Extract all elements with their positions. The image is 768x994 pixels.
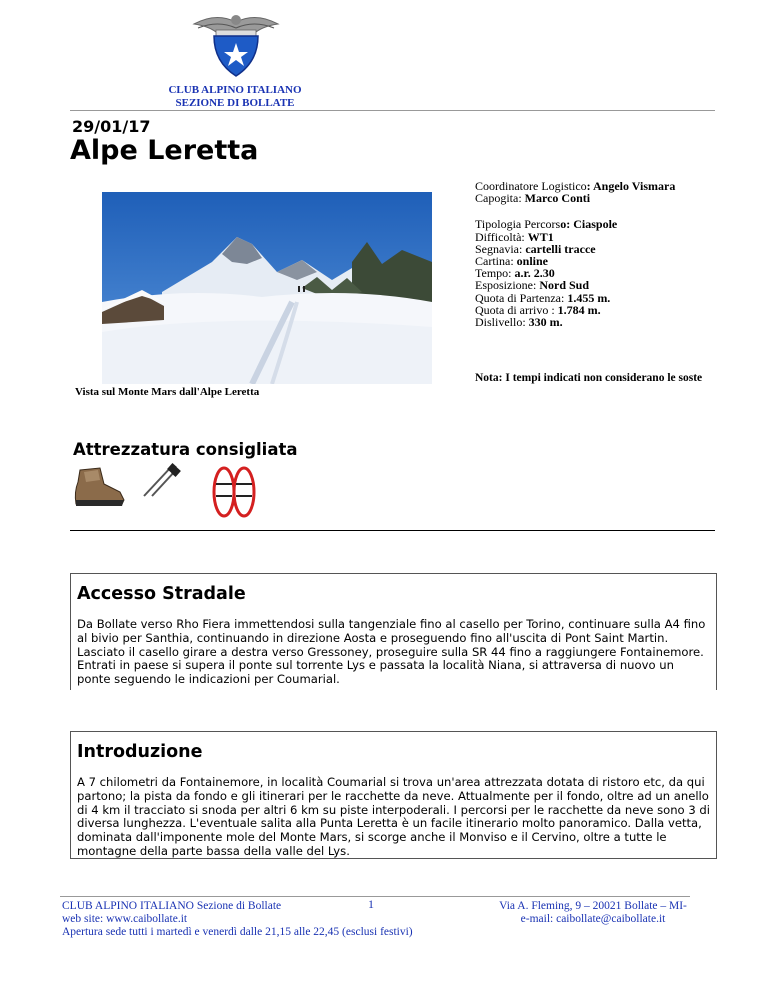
- snowshoes-icon: [214, 468, 254, 516]
- trip-info: [475, 180, 715, 328]
- segnavia-label: Segnavia:: [475, 241, 526, 256]
- footer-right: [493, 900, 693, 926]
- footer-address: Via A. Fleming, 9 – 20021 Bollate – MI-: [499, 900, 687, 912]
- equipment-divider: [70, 530, 715, 531]
- time-note: Nota: I tempi indicati non considerano le soste: [475, 372, 703, 384]
- cai-logo: [186, 10, 286, 82]
- introduction-text: A 7 chilometri da Fontainemore, in località Coumarial si trova un'area attrezzata dotata di ristoro etc, da qui partono; la pista da fondo e gli itinerari per le racchette da neve. Attualmente per il fondo, oltre ad un anello di 4 km il tracciato si snoda per altri 6 km su piste interpoderali. I percorsi per le racchette da neve sono 3 di diversa lunghezza. L'eventuale salita alla Punta Leretta è un facile itinerario molto panoramico. Dalla vetta, dominata dall'imponente mole del Monte Mars, si scorge anche il Monviso e il Cervino, oltre a tutte le montagne della parte bassa della valle del Lys.: [77, 775, 710, 858]
- segnavia-value: cartelli tracce: [525, 241, 596, 256]
- coordinatore-label: Coordinatore Logistico: [475, 179, 587, 193]
- cartina-value: online: [516, 254, 548, 269]
- road-access-text: Da Bollate verso Rho Fiera immettendosi sulla tangenziale fino al casello per Torino, continuare sulla A4 fino al bivio per Santhia, continuando in direzione Aosta e proseguendo fino all'uscita di Pont Saint Martin. Lasciato il casello girare a destra verso Gressoney, proseguire sulla SR 44 fino a raggiungere Fontainemore. Entrati in paese si supera il ponte sul torrente Lys e passata la località Niana, si attraversa di nuovo un ponte seguendo le indicazioni per Coumarial.: [77, 617, 706, 687]
- quota-arrivo-value: 1.784 m.: [557, 302, 601, 317]
- capogita-label: Capogita:: [475, 191, 525, 206]
- quota-arrivo-label: Quota di arrivo :: [475, 302, 558, 317]
- difficolta-label: Difficoltà:: [475, 229, 528, 244]
- quota-partenza-value: 1.455 m.: [567, 290, 611, 305]
- equipment-icons: [72, 462, 262, 520]
- dislivello-row: [475, 316, 715, 328]
- footer-website[interactable]: web site: www.caibollate.it: [62, 913, 188, 925]
- page-title: Alpe Leretta: [70, 135, 259, 166]
- trekking-poles-icon: [144, 463, 181, 496]
- footer-org: CLUB ALPINO ITALIANO Sezione di Bollate: [62, 900, 282, 912]
- coordinatore-value: : Angelo Vismara: [586, 179, 676, 193]
- org-line-1: CLUB ALPINO ITALIANO: [168, 84, 302, 96]
- header-divider: [70, 110, 715, 111]
- capogita-value: Marco Conti: [524, 191, 591, 206]
- photo-caption: Vista sul Monte Mars dall'Alpe Leretta: [75, 386, 260, 398]
- page-number: 1: [368, 897, 374, 911]
- footer-divider: [60, 896, 690, 897]
- tipologia-value: o: Ciaspole: [560, 217, 618, 232]
- difficolta-value: WT1: [527, 229, 554, 244]
- hiking-boot-icon: [75, 468, 124, 506]
- introduction-section: [70, 731, 717, 859]
- equipment-heading: Attrezzatura consigliata: [73, 440, 298, 459]
- org-name: [150, 84, 320, 109]
- road-access-section: [70, 573, 717, 690]
- capogita-row: [475, 192, 715, 204]
- introduction-heading: Introduzione: [77, 742, 203, 762]
- mountain-photo: [102, 192, 432, 384]
- cartina-label: Cartina:: [475, 254, 517, 269]
- esposizione-value: Nord Sud: [539, 278, 590, 293]
- dislivello-label: Dislivello:: [475, 315, 529, 330]
- dislivello-value: 330 m.: [528, 315, 563, 330]
- esposizione-label: Esposizione:: [475, 278, 540, 293]
- tempo-value: a.r. 2.30: [514, 266, 555, 281]
- footer-email[interactable]: e-mail: caibollate@caibollate.it: [520, 913, 666, 925]
- footer-hours: Apertura sede tutti i martedì e venerdì dalle 21,15 alle 22,45 (esclusi festivi): [62, 926, 413, 938]
- footer-left: [62, 900, 413, 939]
- quota-partenza-label: Quota di Partenza:: [475, 290, 568, 305]
- tempo-label: Tempo:: [475, 266, 515, 281]
- tipologia-label: Tipologia Percors: [475, 217, 561, 232]
- trip-date: 29/01/17: [72, 117, 151, 136]
- road-access-heading: Accesso Stradale: [77, 584, 246, 604]
- org-line-2: SEZIONE DI BOLLATE: [175, 96, 295, 109]
